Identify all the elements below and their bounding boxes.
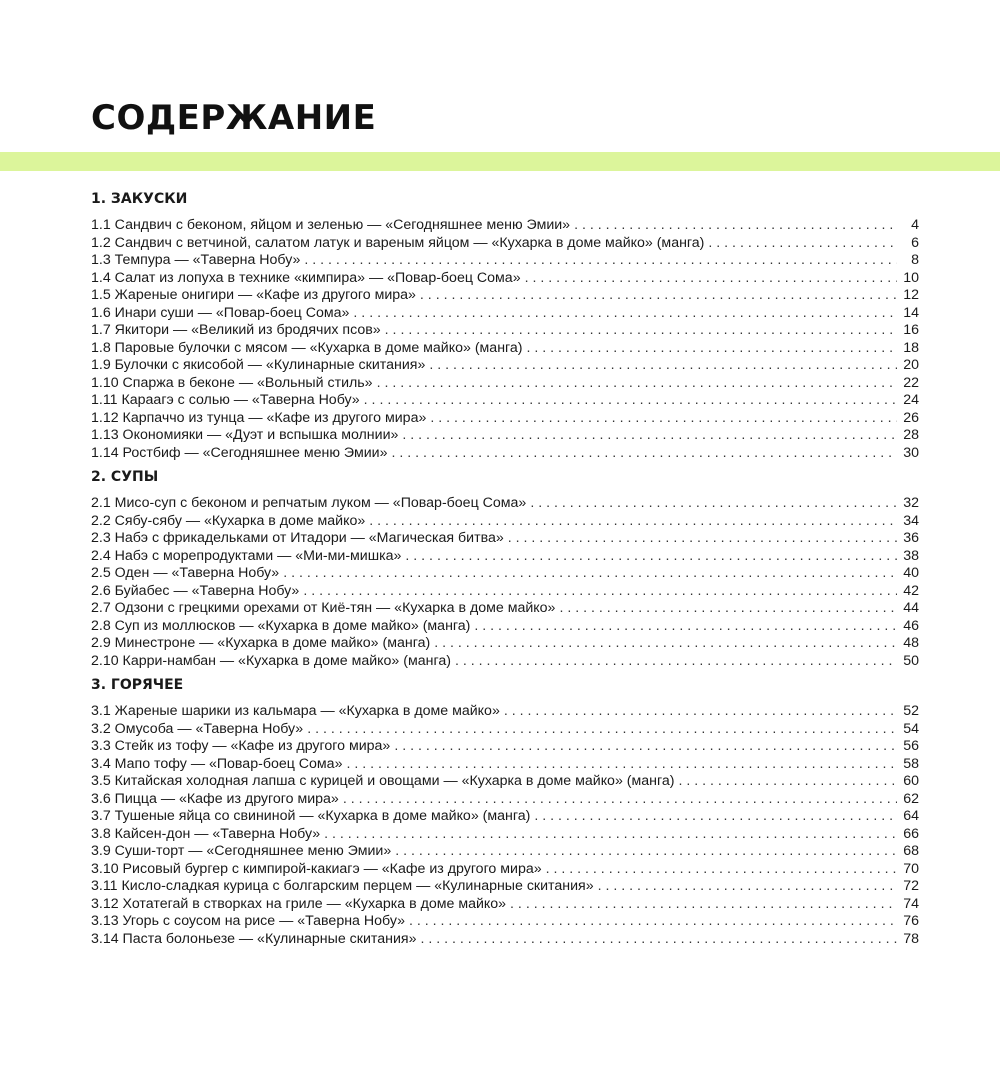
toc-entry[interactable] (91, 427, 919, 445)
dot-leader (391, 445, 897, 463)
entry-title: 1.8 Паровые булочки с мясом — «Кухарка в доме майко» (манга) (91, 339, 523, 356)
dot-leader (708, 235, 897, 253)
dot-leader (525, 270, 897, 288)
entry-title: 2.4 Набэ с морепродуктами — «Ми-ми-мишка» (91, 547, 402, 564)
page-title: СОДЕРЖАНИЕ (91, 98, 377, 138)
dot-leader (402, 427, 897, 445)
dot-leader (474, 618, 897, 636)
entry-title: 3.10 Рисовый бургер с кимпирой-какиагэ — «Кафе из другого мира» (91, 860, 542, 877)
table-of-contents (91, 190, 919, 954)
dot-leader (343, 791, 897, 809)
entry-title: 3.13 Угорь с соусом на рисе — «Таверна Нобу» (91, 913, 405, 929)
entry-page-number: 58 (903, 755, 919, 772)
entry-title: 1.10 Спаржа в беконе — «Вольный стиль» (91, 374, 373, 391)
entry-page-number: 78 (903, 930, 919, 947)
entry-page-number: 72 (903, 878, 919, 894)
entry-title: 3.12 Хотатегай в створках на гриле — «Кухарка в доме майко» (91, 895, 507, 912)
entry-page-number: 8 (911, 252, 919, 268)
entry-list (91, 217, 919, 462)
toc-entry[interactable] (91, 861, 919, 879)
dot-leader (307, 721, 897, 739)
dot-leader (385, 322, 897, 340)
toc-entry[interactable] (91, 703, 919, 721)
dot-leader (598, 878, 897, 896)
toc-section (91, 676, 919, 948)
dot-leader (409, 913, 897, 931)
entry-page-number: 74 (903, 895, 919, 912)
toc-entry[interactable] (91, 305, 919, 323)
entry-page-number: 66 (903, 825, 919, 842)
toc-entry[interactable] (91, 357, 919, 375)
entry-page-number: 48 (903, 635, 919, 651)
section-heading: 1. ЗАКУСКИ (91, 191, 188, 207)
entry-page-number: 62 (903, 790, 919, 807)
entry-page-number: 46 (903, 617, 919, 634)
toc-entry[interactable] (91, 896, 919, 914)
dot-leader (283, 565, 897, 583)
toc-entry[interactable] (91, 931, 919, 949)
entry-title: 3.3 Стейк из тофу — «Кафе из другого мира» (91, 738, 391, 754)
entry-title: 1.14 Ростбиф — «Сегодняшнее меню Эмии» (91, 444, 388, 461)
entry-page-number: 30 (903, 444, 919, 461)
accent-band (0, 152, 1000, 171)
toc-entry[interactable] (91, 738, 919, 756)
dot-leader (504, 703, 897, 721)
dot-leader (574, 217, 897, 235)
entry-title: 2.5 Оден — «Таверна Нобу» (91, 565, 280, 581)
entry-title: 1.9 Булочки с якисобой — «Кулинарные скитания» (91, 357, 426, 373)
dot-leader (455, 653, 897, 671)
entry-page-number: 22 (903, 374, 919, 391)
entry-page-number: 70 (903, 860, 919, 877)
toc-entry[interactable] (91, 913, 919, 931)
dot-leader (346, 756, 897, 774)
entry-title: 3.1 Жареные шарики из кальмара — «Кухарка в доме майко» (91, 703, 500, 719)
entry-page-number: 16 (903, 322, 919, 338)
entry-title: 2.9 Минестроне — «Кухарка в доме майко» (манга) (91, 635, 431, 651)
entry-page-number: 14 (903, 304, 919, 321)
dot-leader (377, 375, 897, 393)
toc-entry[interactable] (91, 583, 919, 601)
entry-page-number: 64 (903, 808, 919, 824)
entry-page-number: 42 (903, 582, 919, 599)
toc-entry[interactable] (91, 548, 919, 566)
entry-title: 3.5 Китайская холодная лапша с курицей и овощами — «Кухарка в доме майко» (манга) (91, 773, 675, 789)
entry-page-number: 56 (903, 738, 919, 754)
toc-entry[interactable] (91, 565, 919, 583)
toc-entry[interactable] (91, 756, 919, 774)
entry-page-number: 4 (911, 217, 919, 233)
entry-title: 3.4 Мапо тофу — «Повар-боец Сома» (91, 755, 343, 772)
dot-leader (546, 861, 897, 879)
entry-title: 2.6 Буйабес — «Таверна Нобу» (91, 582, 300, 599)
dot-leader (530, 495, 897, 513)
toc-entry[interactable] (91, 375, 919, 393)
entry-title: 1.4 Салат из лопуха в технике «кимпира» — «Повар-боец Сома» (91, 269, 521, 286)
entry-page-number: 36 (903, 530, 919, 546)
toc-entry[interactable] (91, 217, 919, 235)
toc-entry[interactable] (91, 843, 919, 861)
entry-title: 1.12 Карпаччо из тунца — «Кафе из другого мира» (91, 409, 427, 426)
toc-entry[interactable] (91, 878, 919, 896)
dot-leader (527, 340, 897, 358)
dot-leader (394, 738, 897, 756)
entry-title: 1.2 Сандвич с ветчиной, салатом латук и вареным яйцом — «Кухарка в доме майко» (манга) (91, 234, 705, 251)
dot-leader (508, 530, 897, 548)
entry-page-number: 32 (903, 495, 919, 511)
entry-title: 2.7 Одзони с грецкими орехами от Киё-тян — «Кухарка в доме майко» (91, 600, 556, 616)
dot-leader (510, 896, 897, 914)
toc-entry[interactable] (91, 287, 919, 305)
entry-title: 1.13 Окономияки — «Дуэт и вспышка молнии» (91, 427, 399, 443)
entry-title: 2.2 Сябу-сябу — «Кухарка в доме майко» (91, 512, 366, 529)
entry-title: 3.9 Суши-торт — «Сегодняшнее меню Эмии» (91, 843, 392, 859)
dot-leader (420, 287, 897, 305)
entry-title: 1.6 Инари суши — «Повар-боец Сома» (91, 304, 350, 321)
toc-entry[interactable] (91, 635, 919, 653)
entry-page-number: 50 (903, 652, 919, 669)
toc-entry[interactable] (91, 618, 919, 636)
entry-page-number: 52 (903, 703, 919, 719)
entry-page-number: 28 (903, 427, 919, 443)
entry-page-number: 12 (903, 287, 919, 303)
entry-title: 1.11 Караагэ с солью — «Таверна Нобу» (91, 392, 360, 408)
entry-page-number: 20 (903, 357, 919, 373)
entry-title: 1.7 Якитори — «Великий из бродячих псов» (91, 322, 381, 338)
entry-title: 2.10 Карри-намбан — «Кухарка в доме майко» (манга) (91, 652, 451, 669)
toc-section (91, 190, 919, 462)
entry-page-number: 76 (903, 913, 919, 929)
toc-entry[interactable] (91, 653, 919, 671)
entry-page-number: 10 (903, 269, 919, 286)
dot-leader (434, 635, 897, 653)
toc-entry[interactable] (91, 445, 919, 463)
entry-page-number: 44 (903, 600, 919, 616)
dot-leader (364, 392, 897, 410)
entry-title: 2.3 Набэ с фрикадельками от Итадори — «Магическая битва» (91, 530, 504, 546)
entry-title: 2.8 Суп из моллюсков — «Кухарка в доме майко» (манга) (91, 617, 471, 634)
entry-page-number: 60 (903, 773, 919, 789)
toc-entry[interactable] (91, 235, 919, 253)
toc-entry[interactable] (91, 270, 919, 288)
entry-list (91, 495, 919, 670)
toc-entry[interactable] (91, 340, 919, 358)
toc-entry[interactable] (91, 826, 919, 844)
dot-leader (304, 252, 897, 270)
entry-page-number: 18 (903, 339, 919, 356)
toc-entry[interactable] (91, 513, 919, 531)
toc-entry[interactable] (91, 530, 919, 548)
dot-leader (405, 548, 897, 566)
toc-section (91, 468, 919, 670)
toc-entry[interactable] (91, 252, 919, 270)
dot-leader (395, 843, 897, 861)
entry-title: 3.6 Пицца — «Кафе из другого мира» (91, 790, 339, 807)
toc-entry[interactable] (91, 721, 919, 739)
dot-leader (678, 773, 897, 791)
toc-entry[interactable] (91, 410, 919, 428)
entry-title: 3.8 Кайсен-дон — «Таверна Нобу» (91, 825, 321, 842)
entry-title: 3.11 Кисло-сладкая курица с болгарским перцем — «Кулинарные скитания» (91, 878, 594, 894)
toc-entry[interactable] (91, 495, 919, 513)
dot-leader (324, 826, 897, 844)
dot-leader (534, 808, 897, 826)
section-heading: 3. ГОРЯЧЕЕ (91, 677, 184, 693)
toc-entry[interactable] (91, 791, 919, 809)
toc-entry[interactable] (91, 600, 919, 618)
entry-page-number: 54 (903, 720, 919, 737)
entry-page-number: 68 (903, 843, 919, 859)
entry-title: 1.1 Сандвич с беконом, яйцом и зеленью — «Сегодняшнее меню Эмии» (91, 217, 571, 233)
dot-leader (559, 600, 897, 618)
entry-list (91, 703, 919, 948)
dot-leader (420, 931, 897, 949)
entry-title: 1.5 Жареные онигири — «Кафе из другого мира» (91, 287, 416, 303)
entry-title: 3.2 Омусоба — «Таверна Нобу» (91, 720, 304, 737)
toc-entry[interactable] (91, 808, 919, 826)
dot-leader (369, 513, 897, 531)
toc-entry[interactable] (91, 322, 919, 340)
entry-page-number: 24 (903, 392, 919, 408)
entry-title: 1.3 Темпура — «Таверна Нобу» (91, 252, 301, 268)
entry-title: 2.1 Мисо-суп с беконом и репчатым луком — «Повар-боец Сома» (91, 495, 527, 511)
dot-leader (429, 357, 897, 375)
entry-page-number: 6 (911, 234, 919, 251)
entry-page-number: 40 (903, 565, 919, 581)
section-heading: 2. СУПЫ (91, 469, 159, 485)
entry-title: 3.7 Тушеные яйца со свининой — «Кухарка в доме майко» (манга) (91, 808, 531, 824)
entry-page-number: 26 (903, 409, 919, 426)
dot-leader (430, 410, 897, 428)
entry-page-number: 38 (903, 547, 919, 564)
dot-leader (353, 305, 897, 323)
dot-leader (303, 583, 897, 601)
entry-page-number: 34 (903, 512, 919, 529)
toc-entry[interactable] (91, 392, 919, 410)
entry-title: 3.14 Паста болоньезе — «Кулинарные скитания» (91, 930, 417, 947)
toc-entry[interactable] (91, 773, 919, 791)
